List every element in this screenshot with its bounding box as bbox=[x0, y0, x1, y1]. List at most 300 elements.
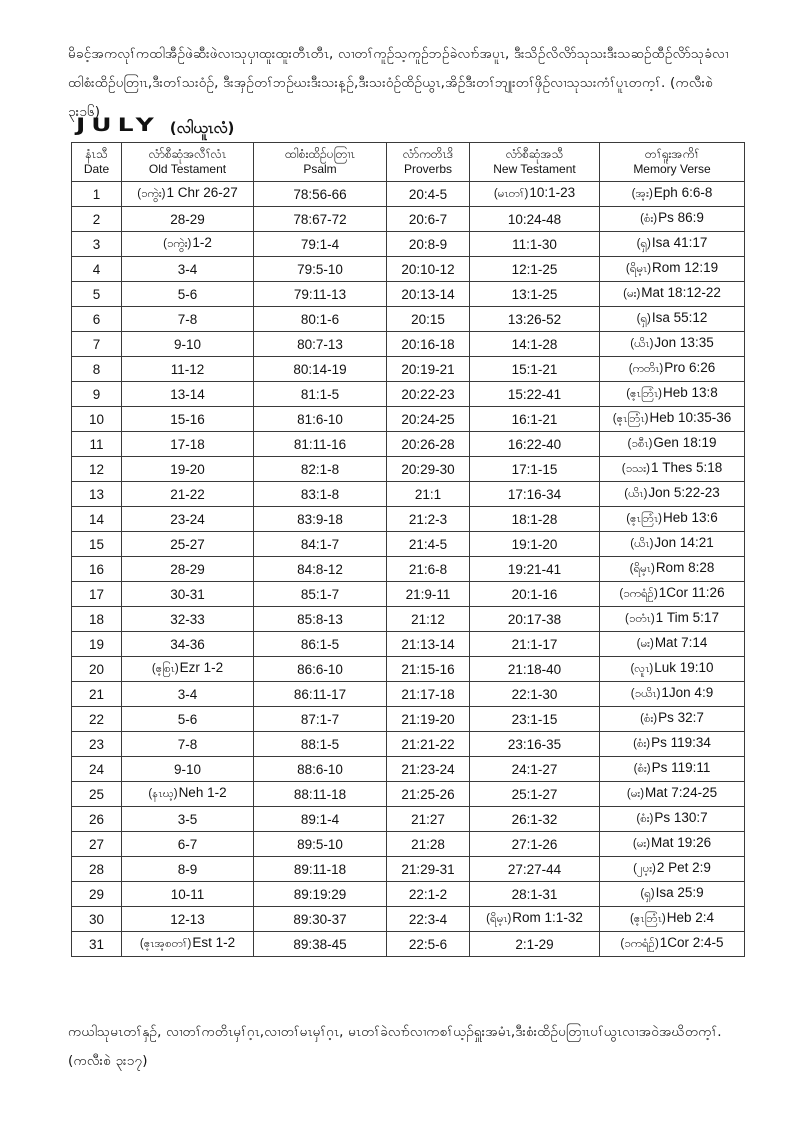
old-testament-cell bbox=[122, 207, 254, 232]
book-prefix: (အ့း) bbox=[631, 188, 653, 200]
memory-verse-ref: Jon 13:35 bbox=[654, 335, 714, 350]
month-heading bbox=[76, 110, 234, 140]
psalm-cell: 86:11-17 bbox=[254, 682, 387, 707]
proverbs-cell: 20:16-18 bbox=[387, 332, 470, 357]
date-cell: 25 bbox=[72, 782, 122, 807]
memory-verse-cell bbox=[600, 307, 745, 332]
memory-verse-ref: Heb 13:8 bbox=[662, 385, 718, 400]
old-testament-cell bbox=[122, 232, 254, 257]
old-testament-cell bbox=[122, 182, 254, 207]
column-header bbox=[387, 143, 470, 182]
date-cell: 20 bbox=[72, 657, 122, 682]
old-testament-cell bbox=[122, 607, 254, 632]
new-testament-cell bbox=[470, 732, 600, 757]
memory-verse-cell bbox=[600, 407, 745, 432]
table-body bbox=[72, 182, 745, 957]
psalm-cell: 83:9-18 bbox=[254, 507, 387, 532]
memory-verse-ref: 1Jon 4:9 bbox=[661, 685, 714, 700]
proverbs-cell: 21:25-26 bbox=[387, 782, 470, 807]
table-row bbox=[72, 232, 745, 257]
old-testament-cell bbox=[122, 332, 254, 357]
proverbs-cell: 22:1-2 bbox=[387, 882, 470, 907]
memory-verse-cell bbox=[600, 232, 745, 257]
new-testament-ref: 12:1-25 bbox=[511, 261, 558, 277]
date-cell: 8 bbox=[72, 357, 122, 382]
date-cell: 6 bbox=[72, 307, 122, 332]
new-testament-cell bbox=[470, 407, 600, 432]
old-testament-cell bbox=[122, 757, 254, 782]
memory-verse-ref: Jon 14:21 bbox=[654, 535, 714, 550]
proverbs-cell: 21:6-8 bbox=[387, 557, 470, 582]
new-testament-ref: 21:1-17 bbox=[511, 636, 558, 652]
new-testament-cell bbox=[470, 432, 600, 457]
table-row bbox=[72, 207, 745, 232]
book-prefix: (ရိမ့ၤ) bbox=[486, 913, 512, 925]
old-testament-cell bbox=[122, 807, 254, 832]
memory-verse-ref: Isa 25:9 bbox=[655, 885, 704, 900]
new-testament-ref: 20:1-16 bbox=[511, 586, 558, 602]
memory-verse-ref: 1 Tim 5:17 bbox=[655, 610, 719, 625]
book-prefix: (ရိမ့ၤ) bbox=[629, 563, 655, 575]
table-row bbox=[72, 757, 745, 782]
old-testament-cell bbox=[122, 732, 254, 757]
date-cell: 27 bbox=[72, 832, 122, 857]
book-prefix: (မး) bbox=[626, 788, 645, 800]
date-cell: 4 bbox=[72, 257, 122, 282]
memory-verse-cell bbox=[600, 382, 745, 407]
memory-verse-cell bbox=[600, 482, 745, 507]
column-header-local: ထါစံးထိဉ်ပတြၢၤ bbox=[285, 147, 355, 161]
book-prefix: (ဧ့စြၤ) bbox=[151, 663, 179, 675]
new-testament-ref: 2:1-29 bbox=[515, 936, 554, 952]
new-testament-ref: 19:21-41 bbox=[507, 561, 562, 577]
memory-verse-cell bbox=[600, 907, 745, 932]
new-testament-ref: 17:16-34 bbox=[507, 486, 562, 502]
old-testament-cell bbox=[122, 707, 254, 732]
book-prefix: (ရှ) bbox=[636, 313, 651, 325]
memory-verse-ref: Heb 13:6 bbox=[662, 510, 718, 525]
memory-verse-ref: Rom 12:19 bbox=[652, 260, 719, 275]
column-header-local: လံာ်စီဆုံအသီ bbox=[505, 147, 564, 161]
proverbs-cell: 21:27 bbox=[387, 807, 470, 832]
header-row bbox=[72, 143, 745, 182]
date-cell: 7 bbox=[72, 332, 122, 357]
proverbs-cell: 20:29-30 bbox=[387, 457, 470, 482]
table-row bbox=[72, 582, 745, 607]
intro-verse: မိခင့်အကလုၢ်ကထါအီဉ်ဖဲဆီးဖဲလၢသုၦၢထူးထူးတီၤတီၤ, လၢတၢ်ကူဉ်သ့ကူဉ်ဘဉ်ခဲလၢာ်အပူၤ, ဒီးသိဉ်လိလိာ်သုသးဒီးသဆဉ်ထီဉ်လိာ်သုခံလၢထါစံးထိဉ်ပတြၢၤ,ဒီးတၢ်သးဝံဉ်, ဒီးအှဉ်တၢ်ဘဉ်ဃးဒီးသးန့ဉ်,ဒီးသးဝံဉ်ထိဉ်ယွၤ,အိဉ်ဒီးတၢ်ဘျုးတၢ်ဖှိဉ်လၢသုသးကံၢ်ပူၤတက့ၢ်. (ကလီးစဲ ၃း၁၆) bbox=[68, 46, 729, 120]
proverbs-cell: 20:10-12 bbox=[387, 257, 470, 282]
old-testament-ref: Neh 1-2 bbox=[178, 785, 227, 800]
proverbs-cell: 20:8-9 bbox=[387, 232, 470, 257]
date-cell: 31 bbox=[72, 932, 122, 957]
old-testament-ref: 28-29 bbox=[170, 211, 205, 227]
column-header-english: Old Testament bbox=[148, 162, 227, 176]
new-testament-cell bbox=[470, 832, 600, 857]
old-testament-cell bbox=[122, 632, 254, 657]
old-testament-cell bbox=[122, 932, 254, 957]
new-testament-cell bbox=[470, 657, 600, 682]
book-prefix: (၁သး) bbox=[621, 463, 650, 475]
table-row bbox=[72, 407, 745, 432]
memory-verse-cell bbox=[600, 557, 745, 582]
table-row bbox=[72, 307, 745, 332]
proverbs-cell: 21:29-31 bbox=[387, 857, 470, 882]
proverbs-cell: 20:4-5 bbox=[387, 182, 470, 207]
psalm-cell: 84:1-7 bbox=[254, 532, 387, 557]
old-testament-cell bbox=[122, 382, 254, 407]
memory-verse-cell bbox=[600, 882, 745, 907]
new-testament-cell bbox=[470, 932, 600, 957]
memory-verse-ref: Rom 8:28 bbox=[655, 560, 715, 575]
column-header-local: တၢ်ရူးအကိၢ် bbox=[644, 147, 700, 161]
old-testament-ref: 3-5 bbox=[177, 811, 198, 827]
date-cell: 3 bbox=[72, 232, 122, 257]
date-cell: 12 bbox=[72, 457, 122, 482]
psalm-cell: 83:1-8 bbox=[254, 482, 387, 507]
date-cell: 26 bbox=[72, 807, 122, 832]
old-testament-cell bbox=[122, 682, 254, 707]
new-testament-ref: 15:22-41 bbox=[507, 386, 562, 402]
book-prefix: (စံး) bbox=[640, 213, 658, 225]
memory-verse-ref: Luk 19:10 bbox=[654, 660, 714, 675]
new-testament-ref: 20:17-38 bbox=[507, 611, 562, 627]
new-testament-ref: 19:1-20 bbox=[511, 536, 558, 552]
table-row bbox=[72, 507, 745, 532]
footer-verse: ကယါသုမၤတၢ်နှဉ်, လၢတၢ်ကတိၤမှၢ်ဂ့ၤ,လၢတၢ်မၤမှၢ်ဂ့ၤ, မၤတၢ်ခဲလၢာ်လၢကစၢ်ယ့ၣ်ရှူးအမံၤ,ဒီးစံးထိဉ်ပတြၢၤပၢ်ယွၤလၢအဝဲအဃိတက့ၢ်. (ကလီးစဲ ၃း၁၇) bbox=[68, 1024, 722, 1069]
book-prefix: (၁ယိၤ) bbox=[630, 688, 661, 700]
memory-verse-cell bbox=[600, 857, 745, 882]
month-title-local: (လါယူၤလံ) bbox=[169, 119, 235, 137]
reading-plan-table bbox=[71, 142, 745, 957]
memory-verse-ref: Mat 7:14 bbox=[654, 635, 708, 650]
new-testament-ref: 22:1-30 bbox=[511, 686, 558, 702]
new-testament-ref: 15:1-21 bbox=[511, 361, 558, 377]
old-testament-cell bbox=[122, 282, 254, 307]
psalm-cell: 82:1-8 bbox=[254, 457, 387, 482]
new-testament-cell bbox=[470, 332, 600, 357]
psalm-cell: 79:11-13 bbox=[254, 282, 387, 307]
new-testament-ref: 27:1-26 bbox=[511, 836, 558, 852]
new-testament-ref: 23:16-35 bbox=[507, 736, 562, 752]
new-testament-cell bbox=[470, 257, 600, 282]
memory-verse-ref: Ps 119:34 bbox=[651, 735, 711, 750]
book-prefix: (ဧ့ၤဘြံၤ) bbox=[612, 413, 649, 425]
memory-verse-ref: 1Cor 2:4-5 bbox=[659, 935, 724, 950]
table-row bbox=[72, 457, 745, 482]
psalm-cell: 81:11-16 bbox=[254, 432, 387, 457]
old-testament-ref: 32-33 bbox=[170, 611, 205, 627]
new-testament-ref: 25:1-27 bbox=[511, 786, 558, 802]
new-testament-ref: 10:1-23 bbox=[529, 185, 576, 200]
old-testament-cell bbox=[122, 482, 254, 507]
memory-verse-ref: Heb 10:35-36 bbox=[649, 410, 732, 425]
new-testament-cell bbox=[470, 557, 600, 582]
psalm-cell: 81:1-5 bbox=[254, 382, 387, 407]
book-prefix: (ဧ့ၤဘြံၤ) bbox=[629, 913, 666, 925]
book-prefix: (မး) bbox=[632, 838, 651, 850]
memory-verse-cell bbox=[600, 357, 745, 382]
table-row bbox=[72, 182, 745, 207]
date-cell: 18 bbox=[72, 607, 122, 632]
memory-verse-cell bbox=[600, 282, 745, 307]
psalm-cell: 80:7-13 bbox=[254, 332, 387, 357]
memory-verse-ref: Ps 119:11 bbox=[651, 760, 711, 775]
old-testament-ref: 8-9 bbox=[177, 861, 198, 877]
table-row bbox=[72, 707, 745, 732]
table-row bbox=[72, 432, 745, 457]
psalm-cell: 88:1-5 bbox=[254, 732, 387, 757]
old-testament-ref: 6-7 bbox=[177, 836, 198, 852]
book-prefix: (စံး) bbox=[633, 763, 651, 775]
memory-verse-cell bbox=[600, 607, 745, 632]
memory-verse-cell bbox=[600, 457, 745, 482]
book-prefix: (၁တံၤ) bbox=[625, 613, 655, 625]
old-testament-cell bbox=[122, 507, 254, 532]
old-testament-ref: 19-20 bbox=[170, 461, 205, 477]
memory-verse-cell bbox=[600, 807, 745, 832]
old-testament-ref: 1 Chr 26-27 bbox=[166, 185, 238, 200]
proverbs-cell: 21:19-20 bbox=[387, 707, 470, 732]
old-testament-ref: 28-29 bbox=[170, 561, 205, 577]
new-testament-ref: 23:1-15 bbox=[511, 711, 558, 727]
date-cell: 17 bbox=[72, 582, 122, 607]
old-testament-cell bbox=[122, 432, 254, 457]
old-testament-ref: 23-24 bbox=[170, 511, 205, 527]
old-testament-ref: 25-27 bbox=[170, 536, 205, 552]
old-testament-cell bbox=[122, 857, 254, 882]
memory-verse-cell bbox=[600, 832, 745, 857]
book-prefix: (၁စီၤ) bbox=[627, 438, 653, 450]
psalm-cell: 88:11-18 bbox=[254, 782, 387, 807]
old-testament-ref: 30-31 bbox=[170, 586, 205, 602]
proverbs-cell: 20:15 bbox=[387, 307, 470, 332]
book-prefix: (ယိၤ) bbox=[624, 488, 648, 500]
psalm-cell: 78:67-72 bbox=[254, 207, 387, 232]
book-prefix: (ယိၤ) bbox=[630, 338, 654, 350]
table-row bbox=[72, 482, 745, 507]
psalm-cell: 80:14-19 bbox=[254, 357, 387, 382]
old-testament-cell bbox=[122, 407, 254, 432]
table-row bbox=[72, 382, 745, 407]
new-testament-cell bbox=[470, 207, 600, 232]
memory-verse-ref: 1Cor 11:26 bbox=[658, 585, 725, 600]
new-testament-cell bbox=[470, 307, 600, 332]
proverbs-cell: 21:23-24 bbox=[387, 757, 470, 782]
column-header bbox=[600, 143, 745, 182]
table-row bbox=[72, 782, 745, 807]
column-header-local: လံာ်စီဆုံအလီၢ်လံၤ bbox=[148, 147, 227, 161]
psalm-cell: 89:5-10 bbox=[254, 832, 387, 857]
new-testament-cell bbox=[470, 857, 600, 882]
new-testament-ref: 14:1-28 bbox=[511, 336, 558, 352]
new-testament-ref: 16:1-21 bbox=[511, 411, 558, 427]
memory-verse-ref: Heb 2:4 bbox=[666, 910, 715, 925]
new-testament-ref: 11:1-30 bbox=[512, 236, 557, 252]
table-row bbox=[72, 857, 745, 882]
new-testament-ref: 24:1-27 bbox=[511, 761, 558, 777]
book-prefix: (ဧ့ၤဘြံၤ) bbox=[626, 388, 662, 400]
book-prefix: (ယိၤ) bbox=[630, 538, 654, 550]
table-row bbox=[72, 932, 745, 957]
new-testament-cell bbox=[470, 682, 600, 707]
proverbs-cell: 21:13-14 bbox=[387, 632, 470, 657]
date-cell: 14 bbox=[72, 507, 122, 532]
book-prefix: (ကတိၤ) bbox=[628, 363, 664, 375]
table-row bbox=[72, 357, 745, 382]
proverbs-cell: 21:1 bbox=[387, 482, 470, 507]
column-header-local: လံာ်ကတိၤဒိ bbox=[402, 147, 454, 161]
new-testament-cell bbox=[470, 382, 600, 407]
old-testament-ref: 9-10 bbox=[173, 761, 202, 777]
new-testament-cell bbox=[470, 457, 600, 482]
new-testament-cell bbox=[470, 707, 600, 732]
table-row bbox=[72, 607, 745, 632]
old-testament-cell bbox=[122, 307, 254, 332]
book-prefix: (၂ပ့း) bbox=[633, 863, 656, 875]
memory-verse-cell bbox=[600, 682, 745, 707]
column-header bbox=[122, 143, 254, 182]
new-testament-cell bbox=[470, 782, 600, 807]
old-testament-ref: 7-8 bbox=[177, 311, 198, 327]
psalm-cell: 79:5-10 bbox=[254, 257, 387, 282]
memory-verse-ref: Ps 32:7 bbox=[658, 710, 704, 725]
new-testament-cell bbox=[470, 357, 600, 382]
book-prefix: (၁ကွဲး) bbox=[137, 188, 166, 200]
psalm-cell: 89:38-45 bbox=[254, 932, 387, 957]
book-prefix: (နၤဃ့) bbox=[148, 788, 178, 800]
old-testament-ref: 5-6 bbox=[177, 286, 198, 302]
book-prefix: (၁ကွဲး) bbox=[163, 238, 192, 250]
memory-verse-ref: 2 Pet 2:9 bbox=[656, 860, 711, 875]
old-testament-ref: 12-13 bbox=[170, 911, 205, 927]
column-header bbox=[470, 143, 600, 182]
psalm-cell: 89:11-18 bbox=[254, 857, 387, 882]
psalm-cell: 85:1-7 bbox=[254, 582, 387, 607]
new-testament-ref: 21:18-40 bbox=[507, 661, 562, 677]
new-testament-cell bbox=[470, 532, 600, 557]
column-header bbox=[254, 143, 387, 182]
new-testament-cell bbox=[470, 507, 600, 532]
table-row bbox=[72, 832, 745, 857]
proverbs-cell: 21:4-5 bbox=[387, 532, 470, 557]
old-testament-ref: 7-8 bbox=[177, 736, 198, 752]
memory-verse-cell bbox=[600, 182, 745, 207]
column-header-english: New Testament bbox=[493, 162, 576, 176]
memory-verse-cell bbox=[600, 332, 745, 357]
old-testament-ref: Est 1-2 bbox=[192, 935, 236, 950]
memory-verse-cell bbox=[600, 257, 745, 282]
old-testament-cell bbox=[122, 882, 254, 907]
new-testament-ref: 13:26-52 bbox=[507, 311, 562, 327]
old-testament-ref: 3-4 bbox=[177, 261, 198, 277]
proverbs-cell: 20:22-23 bbox=[387, 382, 470, 407]
proverbs-cell: 21:12 bbox=[387, 607, 470, 632]
memory-verse-ref: 1 Thes 5:18 bbox=[650, 460, 723, 475]
date-cell: 29 bbox=[72, 882, 122, 907]
memory-verse-cell bbox=[600, 582, 745, 607]
memory-verse-cell bbox=[600, 657, 745, 682]
psalm-cell: 86:1-5 bbox=[254, 632, 387, 657]
date-cell: 1 bbox=[72, 182, 122, 207]
psalm-cell: 88:6-10 bbox=[254, 757, 387, 782]
memory-verse-cell bbox=[600, 707, 745, 732]
date-cell: 30 bbox=[72, 907, 122, 932]
table-row bbox=[72, 882, 745, 907]
proverbs-cell: 20:24-25 bbox=[387, 407, 470, 432]
new-testament-ref: 10:24-48 bbox=[507, 211, 562, 227]
book-prefix: (ဧ့ၤအ့စတၢ်) bbox=[139, 938, 192, 950]
proverbs-cell: 20:6-7 bbox=[387, 207, 470, 232]
old-testament-ref: 13-14 bbox=[170, 386, 205, 402]
new-testament-ref: 28:1-31 bbox=[511, 886, 558, 902]
old-testament-cell bbox=[122, 582, 254, 607]
memory-verse-cell bbox=[600, 207, 745, 232]
proverbs-cell: 22:3-4 bbox=[387, 907, 470, 932]
memory-verse-ref: Isa 55:12 bbox=[651, 310, 708, 325]
new-testament-cell bbox=[470, 907, 600, 932]
new-testament-ref: 18:1-28 bbox=[511, 511, 558, 527]
psalm-cell: 86:6-10 bbox=[254, 657, 387, 682]
book-prefix: (ရိမ့ၤ) bbox=[625, 263, 652, 275]
column-header-english: Date bbox=[83, 162, 110, 176]
new-testament-cell bbox=[470, 607, 600, 632]
old-testament-cell bbox=[122, 257, 254, 282]
table-row bbox=[72, 532, 745, 557]
new-testament-cell bbox=[470, 582, 600, 607]
memory-verse-ref: Ps 130:7 bbox=[654, 810, 708, 825]
new-testament-cell bbox=[470, 232, 600, 257]
memory-verse-ref: Pro 6:26 bbox=[664, 360, 716, 375]
old-testament-ref: 17-18 bbox=[170, 436, 205, 452]
memory-verse-cell bbox=[600, 932, 745, 957]
new-testament-cell bbox=[470, 757, 600, 782]
memory-verse-cell bbox=[600, 507, 745, 532]
book-prefix: (စံး) bbox=[640, 713, 658, 725]
month-title: JULY bbox=[76, 113, 160, 136]
new-testament-ref: 17:1-15 bbox=[511, 461, 558, 477]
date-cell: 5 bbox=[72, 282, 122, 307]
memory-verse-ref: Isa 41:17 bbox=[651, 235, 708, 250]
table-row bbox=[72, 557, 745, 582]
table-row bbox=[72, 332, 745, 357]
memory-verse-cell bbox=[600, 782, 745, 807]
date-cell: 10 bbox=[72, 407, 122, 432]
new-testament-ref: 26:1-32 bbox=[511, 811, 558, 827]
memory-verse-cell bbox=[600, 532, 745, 557]
memory-verse-ref: Mat 18:12-22 bbox=[641, 285, 721, 300]
book-prefix: (ရှ) bbox=[640, 888, 655, 900]
date-cell: 28 bbox=[72, 857, 122, 882]
memory-verse-ref: Mat 19:26 bbox=[651, 835, 712, 850]
old-testament-ref: 34-36 bbox=[170, 636, 205, 652]
date-cell: 11 bbox=[72, 432, 122, 457]
date-cell: 24 bbox=[72, 757, 122, 782]
proverbs-cell: 21:21-22 bbox=[387, 732, 470, 757]
book-prefix: (၁ကရံဉ်) bbox=[620, 938, 659, 950]
memory-verse-ref: Gen 18:19 bbox=[653, 435, 717, 450]
date-cell: 23 bbox=[72, 732, 122, 757]
column-header bbox=[72, 143, 122, 182]
table-row bbox=[72, 682, 745, 707]
book-prefix: (စံး) bbox=[633, 738, 651, 750]
memory-verse-ref: Jon 5:22-23 bbox=[648, 485, 720, 500]
old-testament-ref: 5-6 bbox=[177, 711, 198, 727]
date-cell: 21 bbox=[72, 682, 122, 707]
psalm-cell: 85:8-13 bbox=[254, 607, 387, 632]
book-prefix: (မး) bbox=[636, 638, 654, 650]
new-testament-cell bbox=[470, 807, 600, 832]
memory-verse-cell bbox=[600, 632, 745, 657]
